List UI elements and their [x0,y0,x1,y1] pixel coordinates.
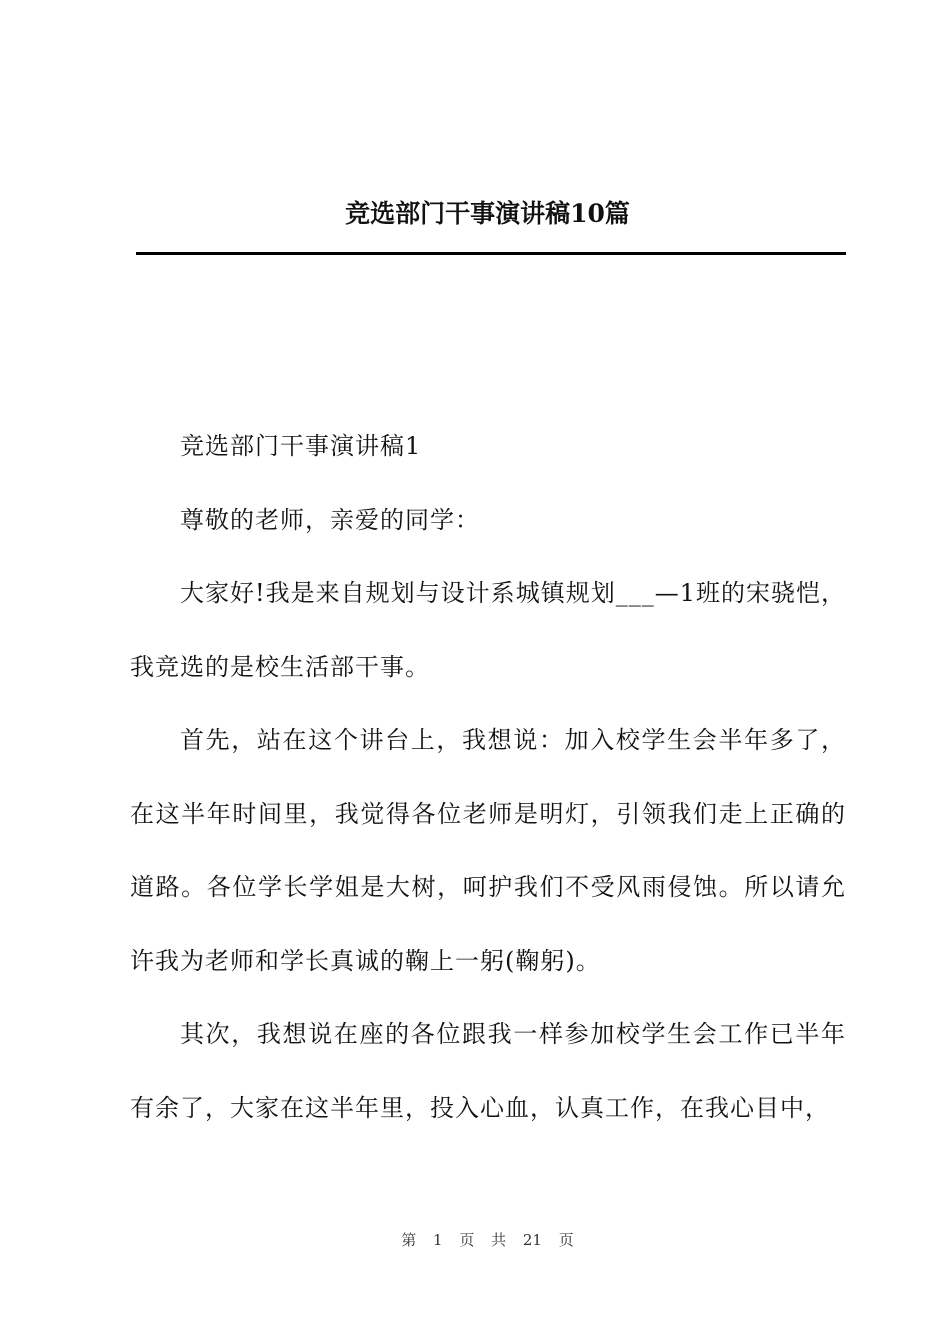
paragraph-heading: 竞选部门干事演讲稿1 [180,432,422,460]
paragraph-second: 其次，我想说在座的各位跟我一样参加校学生会工作已半年有余了，大家在这半年里，投入心血，认真工作，在我心目中， [130,1020,846,1122]
document-title: 竞选部门干事演讲稿10篇 [345,199,630,228]
paragraph-greeting: 大家好!我是来自规划与设计系城镇规划___—1班的宋骁恺，我竞选的是校生活部干事。 [130,579,846,681]
paragraph-salutation: 尊敬的老师，亲爱的同学： [180,505,480,534]
paragraph-first: 首先，站在这个讲台上，我想说：加入校学生会半年多了，在这半年时间里，我觉得各位老师是明灯，引领我们走上正确的道路。各位学长学姐是大树，呵护我们不受风雨侵蚀。所以请允许我为老师和学长真诚的鞠上一躬(鞠躬)。 [130,726,846,975]
title-divider [136,252,846,255]
page-number-footer: 第 1 页 共 21 页 [401,1231,574,1249]
document-body [130,410,846,1145]
